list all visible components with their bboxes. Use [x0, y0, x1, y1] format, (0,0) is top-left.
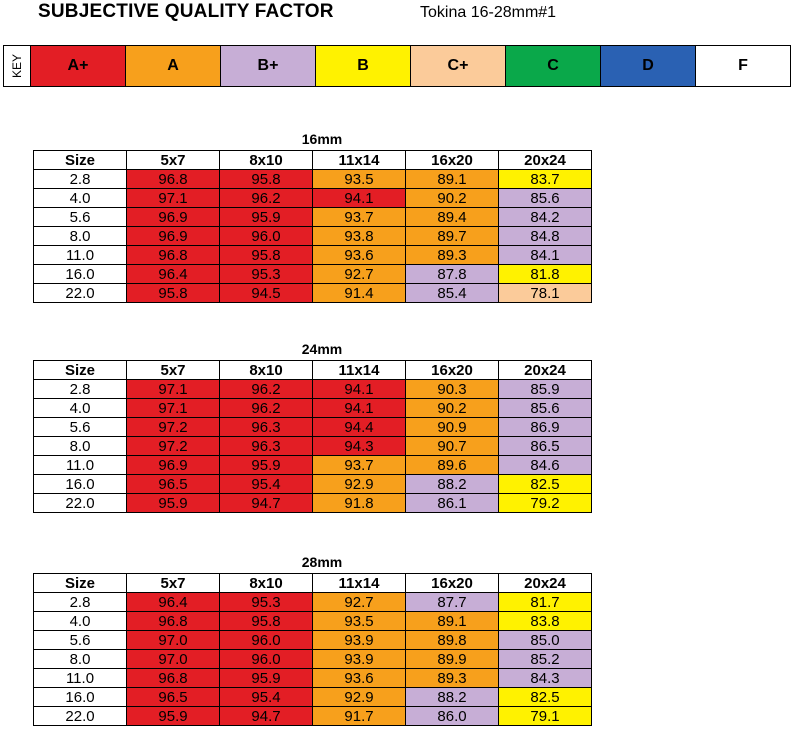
quality-value-cell: 97.1 — [127, 399, 220, 418]
quality-value-cell: 96.8 — [127, 170, 220, 189]
table-row — [34, 399, 592, 418]
quality-value-cell: 85.9 — [499, 380, 592, 399]
column-header: 20x24 — [499, 151, 592, 170]
quality-value-cell: 95.9 — [220, 669, 313, 688]
quality-value-cell: 97.2 — [127, 418, 220, 437]
quality-value-cell: 83.7 — [499, 170, 592, 189]
quality-value-cell: 89.8 — [406, 631, 499, 650]
quality-value-cell: 91.7 — [313, 707, 406, 726]
quality-value-cell: 93.9 — [313, 650, 406, 669]
quality-value-cell: 94.1 — [313, 399, 406, 418]
quality-value-cell: 93.5 — [313, 612, 406, 631]
quality-value-cell: 96.4 — [127, 265, 220, 284]
size-cell: 22.0 — [34, 707, 127, 726]
column-header: 16x20 — [406, 151, 499, 170]
quality-value-cell: 93.9 — [313, 631, 406, 650]
quality-value-cell: 92.7 — [313, 593, 406, 612]
quality-value-cell: 94.5 — [220, 284, 313, 303]
size-cell: 11.0 — [34, 246, 127, 265]
size-cell: 22.0 — [34, 494, 127, 513]
table-row — [34, 437, 592, 456]
quality-value-cell: 96.8 — [127, 612, 220, 631]
table-row — [34, 593, 592, 612]
quality-value-cell: 95.8 — [220, 612, 313, 631]
quality-value-cell: 95.9 — [127, 707, 220, 726]
size-cell: 11.0 — [34, 456, 127, 475]
quality-value-cell: 84.2 — [499, 208, 592, 227]
quality-value-cell: 96.0 — [220, 650, 313, 669]
quality-value-cell: 96.5 — [127, 475, 220, 494]
table-header-row — [34, 151, 592, 170]
key-grade-a: A — [126, 46, 221, 87]
column-header: 5x7 — [127, 151, 220, 170]
column-header: 16x20 — [406, 361, 499, 380]
quality-table-24mm — [33, 360, 592, 513]
table-row — [34, 227, 592, 246]
size-cell: 8.0 — [34, 227, 127, 246]
quality-value-cell: 85.2 — [499, 650, 592, 669]
column-header: 5x7 — [127, 361, 220, 380]
quality-value-cell: 95.8 — [127, 284, 220, 303]
quality-value-cell: 96.2 — [220, 380, 313, 399]
key-label-cell — [4, 46, 31, 87]
column-header: 20x24 — [499, 574, 592, 593]
quality-value-cell: 89.3 — [406, 246, 499, 265]
quality-value-cell: 97.2 — [127, 437, 220, 456]
size-cell: 2.8 — [34, 593, 127, 612]
table-title-16mm: 16mm — [301, 131, 343, 147]
quality-value-cell: 87.7 — [406, 593, 499, 612]
grade-key-row — [4, 46, 791, 87]
size-cell: 8.0 — [34, 650, 127, 669]
key-grade-b: B — [316, 46, 411, 87]
column-header: 11x14 — [313, 361, 406, 380]
quality-value-cell: 89.1 — [406, 612, 499, 631]
quality-value-cell: 90.9 — [406, 418, 499, 437]
quality-value-cell: 96.8 — [127, 669, 220, 688]
column-header: 8x10 — [220, 361, 313, 380]
table-row — [34, 418, 592, 437]
key-grade-a-plus: A+ — [31, 46, 126, 87]
quality-table-16mm — [33, 150, 592, 303]
grade-key — [3, 45, 791, 87]
size-cell: 8.0 — [34, 437, 127, 456]
table-row — [34, 650, 592, 669]
key-label: KEY — [9, 53, 24, 79]
quality-value-cell: 95.3 — [220, 593, 313, 612]
page-title: SUBJECTIVE QUALITY FACTOR — [38, 1, 334, 22]
table-row — [34, 284, 592, 303]
size-cell: 5.6 — [34, 208, 127, 227]
quality-value-cell: 97.1 — [127, 380, 220, 399]
table-row — [34, 494, 592, 513]
quality-value-cell: 79.1 — [499, 707, 592, 726]
quality-value-cell: 92.9 — [313, 688, 406, 707]
quality-value-cell: 91.4 — [313, 284, 406, 303]
table-row — [34, 170, 592, 189]
key-grade-d: D — [601, 46, 696, 87]
column-header: 11x14 — [313, 151, 406, 170]
quality-value-cell: 79.2 — [499, 494, 592, 513]
quality-value-cell: 96.9 — [127, 456, 220, 475]
quality-value-cell: 92.9 — [313, 475, 406, 494]
quality-value-cell: 90.2 — [406, 189, 499, 208]
quality-value-cell: 94.4 — [313, 418, 406, 437]
quality-value-cell: 95.3 — [220, 265, 313, 284]
quality-value-cell: 97.1 — [127, 189, 220, 208]
quality-value-cell: 81.7 — [499, 593, 592, 612]
column-header: Size — [34, 361, 127, 380]
quality-value-cell: 96.0 — [220, 227, 313, 246]
table-header-row — [34, 574, 592, 593]
quality-value-cell: 93.7 — [313, 456, 406, 475]
table-row — [34, 475, 592, 494]
quality-value-cell: 89.6 — [406, 456, 499, 475]
quality-value-cell: 93.6 — [313, 246, 406, 265]
size-cell: 4.0 — [34, 612, 127, 631]
quality-value-cell: 84.8 — [499, 227, 592, 246]
quality-value-cell: 85.4 — [406, 284, 499, 303]
quality-value-cell: 96.9 — [127, 227, 220, 246]
quality-table-28mm — [33, 573, 592, 726]
quality-value-cell: 95.8 — [220, 246, 313, 265]
quality-value-cell: 85.6 — [499, 399, 592, 418]
column-header: Size — [34, 151, 127, 170]
quality-value-cell: 89.9 — [406, 650, 499, 669]
column-header: 16x20 — [406, 574, 499, 593]
quality-value-cell: 96.5 — [127, 688, 220, 707]
quality-value-cell: 96.8 — [127, 246, 220, 265]
quality-value-cell: 94.1 — [313, 189, 406, 208]
lens-name: Tokina 16-28mm#1 — [420, 4, 557, 21]
table-row — [34, 380, 592, 399]
table-row — [34, 612, 592, 631]
column-header: Size — [34, 574, 127, 593]
table-row — [34, 208, 592, 227]
column-header: 8x10 — [220, 574, 313, 593]
quality-value-cell: 89.4 — [406, 208, 499, 227]
quality-value-cell: 95.9 — [127, 494, 220, 513]
quality-value-cell: 87.8 — [406, 265, 499, 284]
quality-value-cell: 96.0 — [220, 631, 313, 650]
quality-value-cell: 84.1 — [499, 246, 592, 265]
table-row — [34, 265, 592, 284]
quality-value-cell: 86.1 — [406, 494, 499, 513]
quality-value-cell: 93.6 — [313, 669, 406, 688]
column-header: 8x10 — [220, 151, 313, 170]
quality-value-cell: 86.0 — [406, 707, 499, 726]
table-row — [34, 688, 592, 707]
quality-value-cell: 94.7 — [220, 494, 313, 513]
table-row — [34, 456, 592, 475]
quality-value-cell: 93.7 — [313, 208, 406, 227]
size-cell: 5.6 — [34, 418, 127, 437]
quality-value-cell: 86.5 — [499, 437, 592, 456]
key-grade-c: C — [506, 46, 601, 87]
quality-value-cell: 95.9 — [220, 208, 313, 227]
quality-value-cell: 96.3 — [220, 437, 313, 456]
key-grade-c-plus: C+ — [411, 46, 506, 87]
table-header-row — [34, 361, 592, 380]
quality-value-cell: 86.9 — [499, 418, 592, 437]
table-title-24mm: 24mm — [301, 341, 343, 357]
quality-value-cell: 95.9 — [220, 456, 313, 475]
quality-value-cell: 94.1 — [313, 380, 406, 399]
size-cell: 4.0 — [34, 189, 127, 208]
quality-value-cell: 96.4 — [127, 593, 220, 612]
size-cell: 16.0 — [34, 688, 127, 707]
quality-value-cell: 85.6 — [499, 189, 592, 208]
size-cell: 22.0 — [34, 284, 127, 303]
quality-value-cell: 97.0 — [127, 631, 220, 650]
quality-value-cell: 96.2 — [220, 189, 313, 208]
quality-value-cell: 96.9 — [127, 208, 220, 227]
quality-value-cell: 90.7 — [406, 437, 499, 456]
key-grade-f: F — [696, 46, 791, 87]
quality-value-cell: 89.1 — [406, 170, 499, 189]
quality-value-cell: 89.3 — [406, 669, 499, 688]
quality-value-cell: 84.3 — [499, 669, 592, 688]
quality-value-cell: 95.4 — [220, 688, 313, 707]
table-title-28mm: 28mm — [301, 554, 343, 570]
size-cell: 2.8 — [34, 380, 127, 399]
table-row — [34, 669, 592, 688]
size-cell: 2.8 — [34, 170, 127, 189]
quality-value-cell: 96.2 — [220, 399, 313, 418]
quality-value-cell: 88.2 — [406, 475, 499, 494]
quality-value-cell: 97.0 — [127, 650, 220, 669]
quality-value-cell: 84.6 — [499, 456, 592, 475]
quality-value-cell: 96.3 — [220, 418, 313, 437]
column-header: 5x7 — [127, 574, 220, 593]
quality-value-cell: 82.5 — [499, 475, 592, 494]
key-grade-b-plus: B+ — [221, 46, 316, 87]
quality-value-cell: 78.1 — [499, 284, 592, 303]
quality-value-cell: 81.8 — [499, 265, 592, 284]
size-cell: 16.0 — [34, 475, 127, 494]
table-row — [34, 707, 592, 726]
size-cell: 5.6 — [34, 631, 127, 650]
quality-value-cell: 93.5 — [313, 170, 406, 189]
table-row — [34, 189, 592, 208]
quality-value-cell: 93.8 — [313, 227, 406, 246]
quality-value-cell: 85.0 — [499, 631, 592, 650]
size-cell: 16.0 — [34, 265, 127, 284]
quality-value-cell: 92.7 — [313, 265, 406, 284]
quality-value-cell: 94.7 — [220, 707, 313, 726]
quality-value-cell: 90.2 — [406, 399, 499, 418]
quality-value-cell: 94.3 — [313, 437, 406, 456]
size-cell: 4.0 — [34, 399, 127, 418]
quality-value-cell: 88.2 — [406, 688, 499, 707]
quality-value-cell: 83.8 — [499, 612, 592, 631]
size-cell: 11.0 — [34, 669, 127, 688]
quality-value-cell: 89.7 — [406, 227, 499, 246]
quality-value-cell: 90.3 — [406, 380, 499, 399]
table-row — [34, 246, 592, 265]
table-row — [34, 631, 592, 650]
quality-value-cell: 91.8 — [313, 494, 406, 513]
quality-value-cell: 95.8 — [220, 170, 313, 189]
quality-value-cell: 82.5 — [499, 688, 592, 707]
column-header: 11x14 — [313, 574, 406, 593]
quality-value-cell: 95.4 — [220, 475, 313, 494]
column-header: 20x24 — [499, 361, 592, 380]
